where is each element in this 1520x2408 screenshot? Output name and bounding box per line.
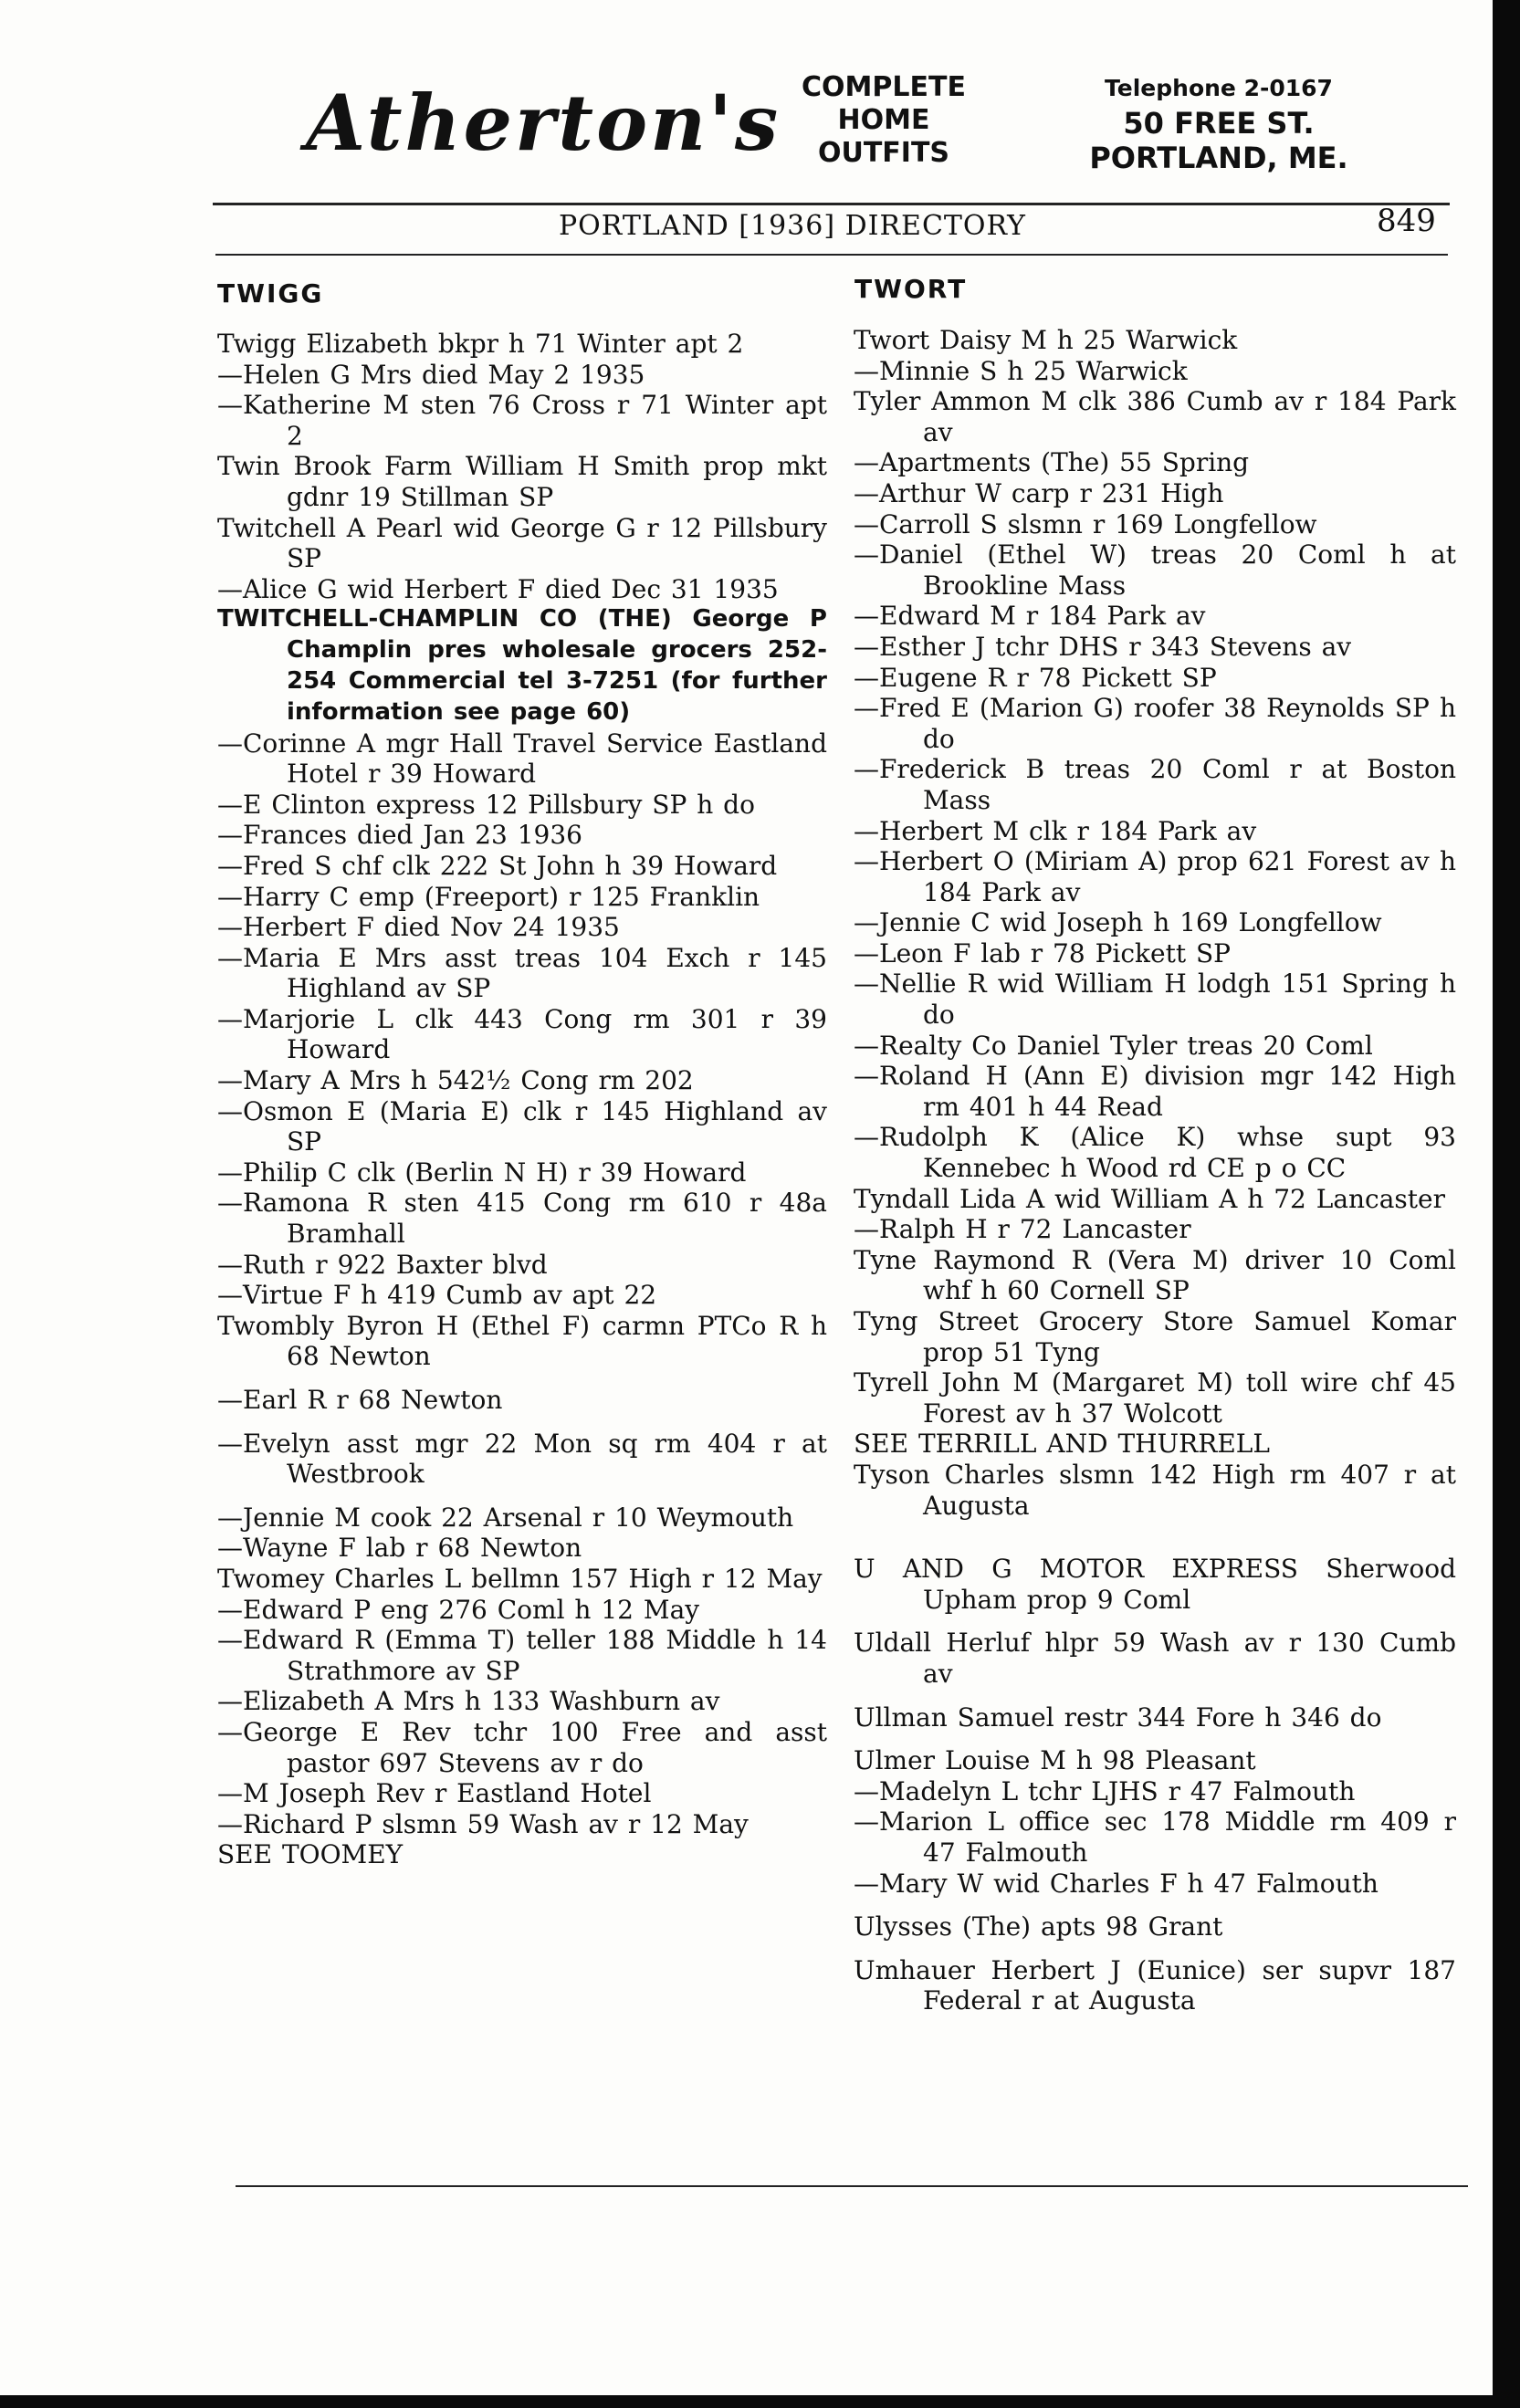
directory-entry: Tyng Street Grocery Store Samuel Komar prop 51 Tyng [854,1306,1456,1367]
directory-entry: —Arthur W carp r 231 High [854,477,1224,508]
directory-entry: —Frances died Jan 23 1936 [217,820,582,851]
directory-entry: —Philip C clk (Berlin N H) r 39 Howard [217,1157,747,1188]
directory-entry: —Realty Co Daniel Tyler treas 20 Coml [854,1030,1373,1061]
cross-reference: SEE TOOMEY [217,1839,404,1870]
directory-entry: —Katherine M sten 76 Cross r 71 Winter apt 2 [217,390,827,451]
directory-entry: —M Joseph Rev r Eastland Hotel [217,1778,652,1809]
directory-entry: —Mary A Mrs h 542½ Cong rm 202 [217,1065,694,1096]
directory-entry: Umhauer Herbert J (Eunice) ser supvr 187 Federal r at Augusta [854,1954,1456,2016]
directory-entry: —Marjorie L clk 443 Cong rm 301 r 39 Howard [217,1003,827,1065]
running-head-rule [215,254,1448,256]
directory-entry: —Harry C emp (Freeport) r 125 Franklin [217,881,760,912]
ad-tagline [774,71,993,170]
cross-reference: SEE TERRILL AND THURRELL [854,1429,1270,1460]
directory-entry: —Maria E Mrs asst treas 104 Exch r 145 Highland av SP [217,942,827,1004]
directory-entry: —Jennie C wid Joseph h 169 Longfellow [854,907,1382,938]
left-column-heading: TWIGG [217,278,324,309]
directory-entry: Twombly Byron H (Ethel F) carmn PTCo R h 68 Newton [217,1310,827,1372]
ad-address-city: PORTLAND, ME. [1089,141,1348,175]
directory-entry: —Fred S chf clk 222 St John h 39 Howard [217,850,778,881]
directory-entry: —Wayne F lab r 68 Newton [217,1533,582,1564]
directory-entry: —Edward P eng 276 Coml h 12 May [217,1594,700,1625]
directory-entry: Ulysses (The) apts 98 Grant [854,1911,1223,1942]
directory-entry: —Esther J tchr DHS r 343 Stevens av [854,631,1352,662]
directory-entry: —Daniel (Ethel W) treas 20 Coml h at Brookline Mass [854,539,1456,601]
directory-entry: —Edward M r 184 Park av [854,601,1206,632]
directory-entry: —Alice G wid Herbert F died Dec 31 1935 [217,573,779,604]
ad-contact [1064,71,1374,175]
footer-rule [236,2185,1468,2187]
directory-entry: Twin Brook Farm William H Smith prop mkt gdnr 19 Stillman SP [217,451,827,512]
directory-entry: —Leon F lab r 78 Pickett SP [854,937,1232,968]
directory-entry: —Madelyn L tchr LJHS r 47 Falmouth [854,1775,1356,1806]
directory-entry: —Mary W wid Charles F h 47 Falmouth [854,1868,1378,1899]
directory-entry: Uldall Herluf hlpr 59 Wash av r 130 Cumb av [854,1628,1456,1689]
directory-entry: —Virtue F h 419 Cumb av apt 22 [217,1280,657,1311]
directory-entry: —Jennie M cook 22 Arsenal r 10 Weymouth [217,1502,794,1533]
directory-entry: Tyrell John M (Margaret M) toll wire chf 45 Forest av h 37 Wolcott [854,1367,1456,1429]
directory-entry: Twomey Charles L bellmn 157 High r 12 May [217,1563,823,1594]
directory-entry: Ulmer Louise M h 98 Pleasant [854,1745,1256,1776]
ad-tagline-line: COMPLETE [802,71,966,103]
directory-entry: Tyson Charles slsmn 142 High rm 407 r at Augusta [854,1459,1456,1521]
directory-entry: —Frederick B treas 20 Coml r at Boston Mass [854,754,1456,815]
directory-entry-featured: TWITCHELL-CHAMPLIN CO (THE) George P Champlin pres wholesale grocers 252-254 Commercial tel 3-7251 (for further information see page 60) [217,605,827,726]
directory-entry: Tyler Ammon M clk 386 Cumb av r 184 Park av [854,386,1456,447]
header-rule [213,203,1450,205]
directory-entry: Ullman Samuel restr 344 Fore h 346 do [854,1701,1382,1733]
directory-entry: —Ruth r 922 Baxter blvd [217,1249,548,1280]
directory-entry: —Herbert M clk r 184 Park av [854,815,1257,846]
directory-entry: —Richard P slsmn 59 Wash av r 12 May [217,1808,749,1839]
directory-entry: —Earl R r 68 Newton [217,1385,503,1415]
directory-entry: —Edward R (Emma T) teller 188 Middle h 14 Strathmore av SP [217,1625,827,1686]
directory-entry: —Herbert F died Nov 24 1935 [217,912,620,943]
directory-entry: —Osmon E (Maria E) clk r 145 Highland av SP [217,1095,827,1157]
ad-telephone: Telephone 2-0167 [1105,75,1333,101]
directory-entry: —Elizabeth A Mrs h 133 Washburn av [217,1686,720,1717]
directory-entry: —Ramona R sten 415 Cong rm 610 r 48a Bramhall [217,1188,827,1250]
directory-entry: Tyndall Lida A wid William A h 72 Lancaster [854,1183,1445,1214]
directory-entry: Twort Daisy M h 25 Warwick [854,325,1238,355]
directory-entry: —Marion L office sec 178 Middle rm 409 r 47 Falmouth [854,1806,1456,1868]
directory-entry: —Fred E (Marion G) roofer 38 Reynolds SP h do [854,693,1456,754]
ad-address-street: 50 FREE ST. [1123,106,1315,141]
right-column [854,325,1456,2016]
directory-entry: —Roland H (Ann E) division mgr 142 High rm 401 h 44 Read [854,1061,1456,1122]
directory-entry: —Ralph H r 72 Lancaster [854,1214,1191,1245]
directory-entry: —Herbert O (Miriam A) prop 621 Forest av h 184 Park av [854,846,1456,907]
ad-tagline-line: HOME [837,104,930,136]
directory-entry: —E Clinton express 12 Pillsbury SP h do [217,789,755,820]
left-column [217,329,827,1870]
directory-entry: —Carroll S slsmn r 169 Longfellow [854,508,1317,539]
scan-edge-bottom [0,2395,1520,2408]
page-number: 849 [1377,203,1436,239]
directory-entry: Twitchell A Pearl wid George G r 12 Pillsbury SP [217,512,827,574]
ad-brand-name: Atherton's [306,78,781,168]
directory-entry: —Evelyn asst mgr 22 Mon sq rm 404 r at Westbrook [217,1428,827,1490]
directory-entry: —Eugene R r 78 Pickett SP [854,662,1217,693]
directory-entry: —Apartments (The) 55 Spring [854,447,1250,478]
directory-entry: —Helen G Mrs died May 2 1935 [217,359,645,390]
right-column-heading: TWORT [854,274,968,304]
directory-entry: —Rudolph K (Alice K) whse supt 93 Kennebec h Wood rd CE p o CC [854,1122,1456,1184]
directory-entry: —Corinne A mgr Hall Travel Service Eastland Hotel r 39 Howard [217,728,827,790]
directory-entry: —George E Rev tchr 100 Free and asst pastor 697 Stevens av r do [217,1716,827,1778]
directory-entry: —Nellie R wid William H lodgh 151 Spring h do [854,968,1456,1031]
directory-entry: Twigg Elizabeth bkpr h 71 Winter apt 2 [217,329,744,359]
ad-tagline-line: OUTFITS [817,137,950,169]
scan-edge-right [1493,0,1520,2408]
running-head-title: PORTLAND [1936] DIRECTORY [559,210,1026,242]
directory-entry: —Minnie S h 25 Warwick [854,355,1188,386]
directory-entry: Tyne Raymond R (Vera M) driver 10 Coml whf h 60 Cornell SP [854,1244,1456,1306]
directory-entry: U AND G MOTOR EXPRESS Sherwood Upham prop 9 Coml [854,1554,1456,1615]
